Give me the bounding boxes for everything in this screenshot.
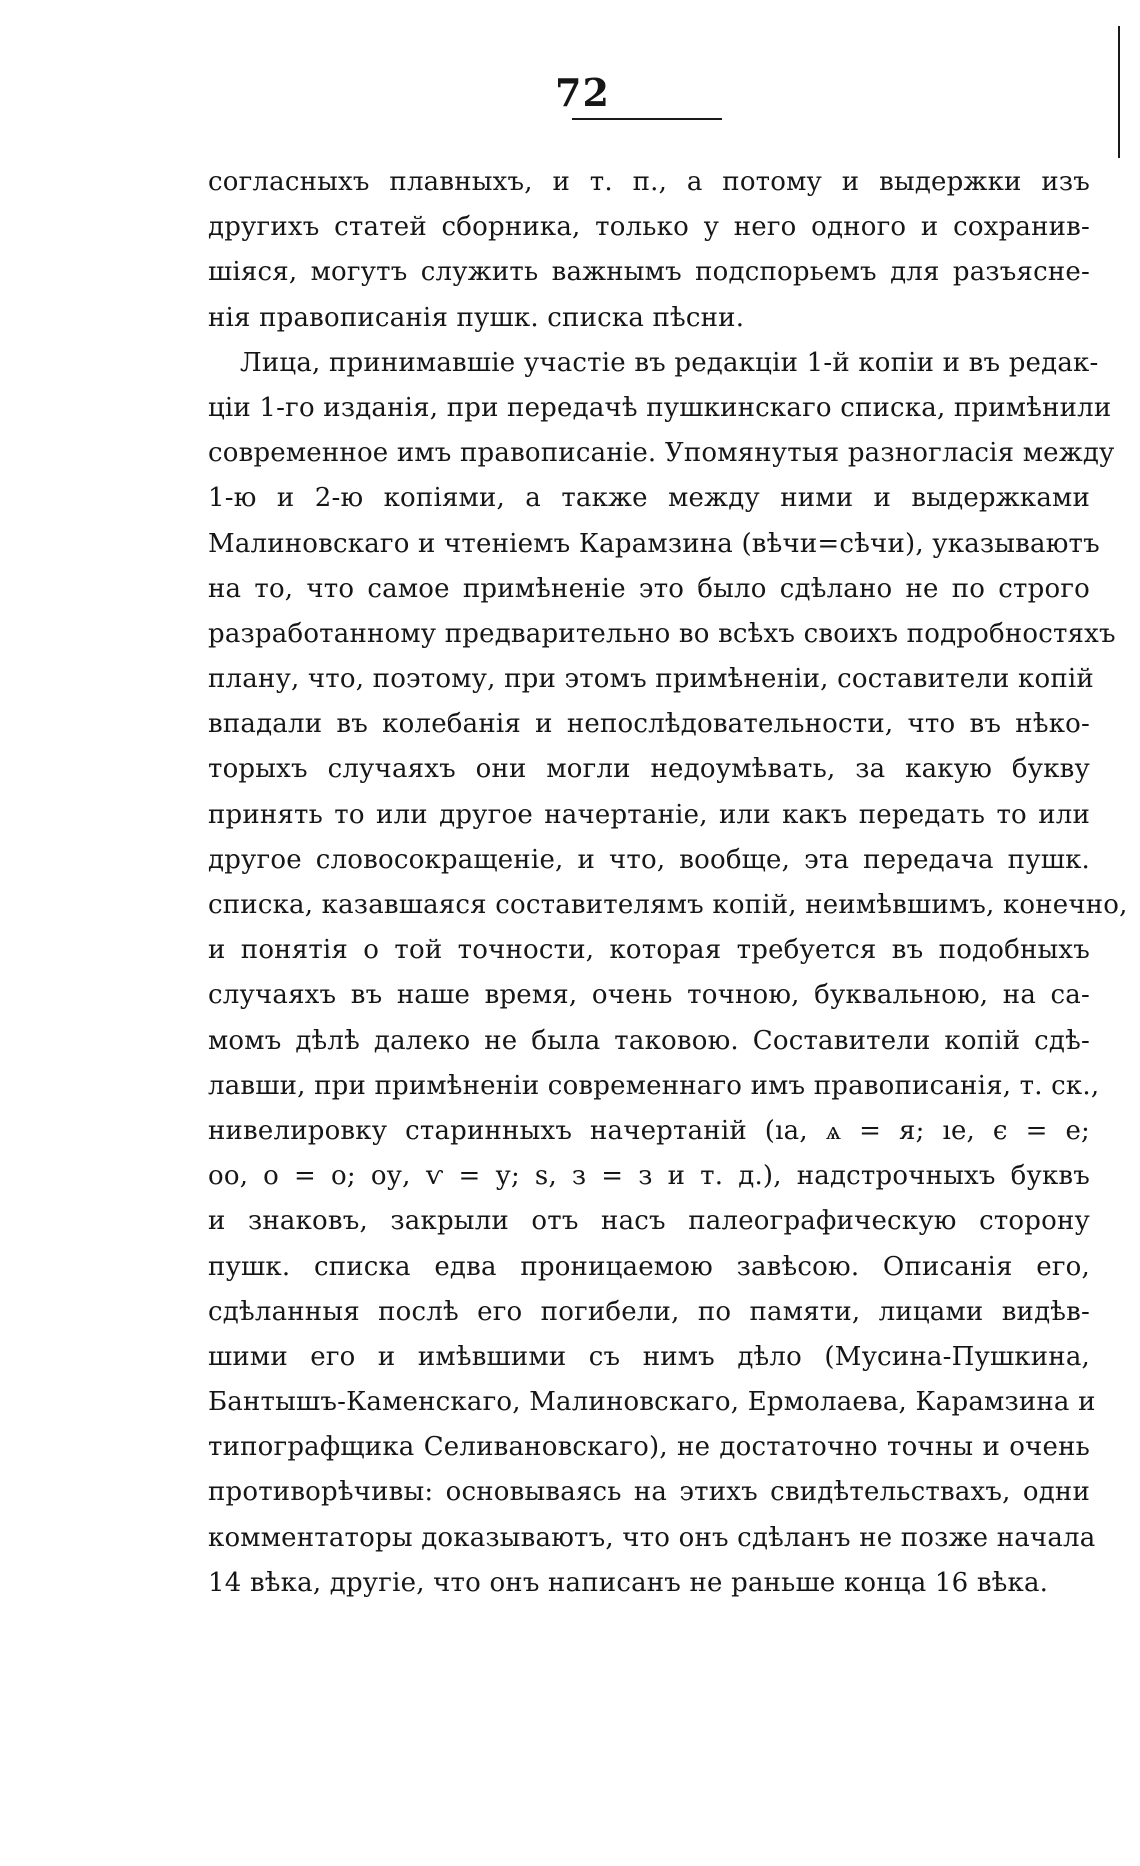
text-line: другое словосокращеніе, и что, вообще, эта передача пушк. bbox=[208, 844, 1090, 875]
text-line: лавши, при примѣненіи современнаго имъ правописанія, т. ск., bbox=[208, 1070, 1100, 1101]
text-line: 14 вѣка, другіе, что онъ написанъ не раньше конца 16 вѣка. bbox=[208, 1567, 1049, 1598]
page-number-underline bbox=[572, 118, 722, 120]
text-line: нія правописанія пушк. списка пѣсни. bbox=[208, 302, 745, 333]
text-line: другихъ статей сборника, только у него одного и сохранив- bbox=[208, 212, 1090, 243]
text-line: впадали въ колебанія и непослѣдовательности, что въ нѣко- bbox=[208, 709, 1090, 740]
text-line: списка, казавшаяся составителямъ копій, неимѣвшимъ, конечно, bbox=[208, 890, 1128, 920]
text-line: нивелировку старинныхъ начертаній (ıa, ѧ = я; ıe, є = е; bbox=[208, 1115, 1090, 1146]
body-text bbox=[208, 160, 1128, 1606]
text-line: принять то или другое начертаніе, или какъ передать то или bbox=[208, 799, 1090, 830]
text-line: плану, что, поэтому, при этомъ примѣненіи, составители копій bbox=[208, 664, 1094, 695]
text-line: комментаторы доказываютъ, что онъ сдѣланъ не позже начала bbox=[208, 1522, 1096, 1553]
text-line: и знаковъ, закрыли отъ насъ палеографическую сторону bbox=[208, 1206, 1090, 1237]
text-line: согласныхъ плавныхъ, и т. п., а потому и выдержки изъ bbox=[208, 167, 1090, 197]
text-line: и понятія о той точности, которая требуется въ подобныхъ bbox=[208, 935, 1090, 966]
text-line: сдѣланныя послѣ его погибели, по памяти, лицами видѣв- bbox=[208, 1296, 1090, 1327]
page-number: 72 bbox=[555, 70, 610, 115]
text-line: Малиновскаго и чтеніемъ Карамзина (вѣчи=сѣчи), указываютъ bbox=[208, 528, 1100, 559]
text-line: шими его и имѣвшими съ нимъ дѣло (Мусина-Пушкина, bbox=[208, 1341, 1090, 1372]
text-line: типографщика Селивановскаго), не достаточно точны и очень bbox=[208, 1432, 1090, 1463]
text-line: современное имъ правописаніе. Упомянутыя разногласія между bbox=[208, 438, 1115, 469]
text-line: противорѣчивы: основываясь на этихъ свидѣтельствахъ, одни bbox=[208, 1477, 1090, 1508]
text-line: на то, что самое примѣненіе это было сдѣлано не по строго bbox=[208, 573, 1090, 604]
text-line: шіяся, могутъ служить важнымъ подспорьемъ для разъясне- bbox=[208, 257, 1090, 288]
text-line: случаяхъ въ наше время, очень точною, буквальною, на са- bbox=[208, 980, 1090, 1011]
text-line: момъ дѣлѣ далеко не была таковою. Составители копій сдѣ- bbox=[208, 1025, 1090, 1056]
text-line: разработанному предварительно во всѣхъ своихъ подробностяхъ bbox=[208, 618, 1116, 649]
text-line: ціи 1-го изданія, при передачѣ пушкинскаго списка, примѣнили bbox=[208, 392, 1112, 423]
paragraph-start-line: Лица, принимавшіе участіе въ редакціи 1-й копіи и въ редак- bbox=[240, 347, 1099, 378]
text-line: пушк. списка едва проницаемою завѣсою. Описанія его, bbox=[208, 1251, 1090, 1282]
text-line: торыхъ случаяхъ они могли недоумѣвать, за какую букву bbox=[208, 754, 1090, 785]
text-line: 1-ю и 2-ю копіями, а также между ними и выдержками bbox=[208, 483, 1090, 514]
text-line: оо, о = о; оу, ѵ = у; s, з = з и т. д.), надстрочныхъ буквъ bbox=[208, 1161, 1090, 1192]
text-line: Бантышъ-Каменскаго, Малиновскаго, Ермолаева, Карамзина и bbox=[208, 1387, 1096, 1418]
